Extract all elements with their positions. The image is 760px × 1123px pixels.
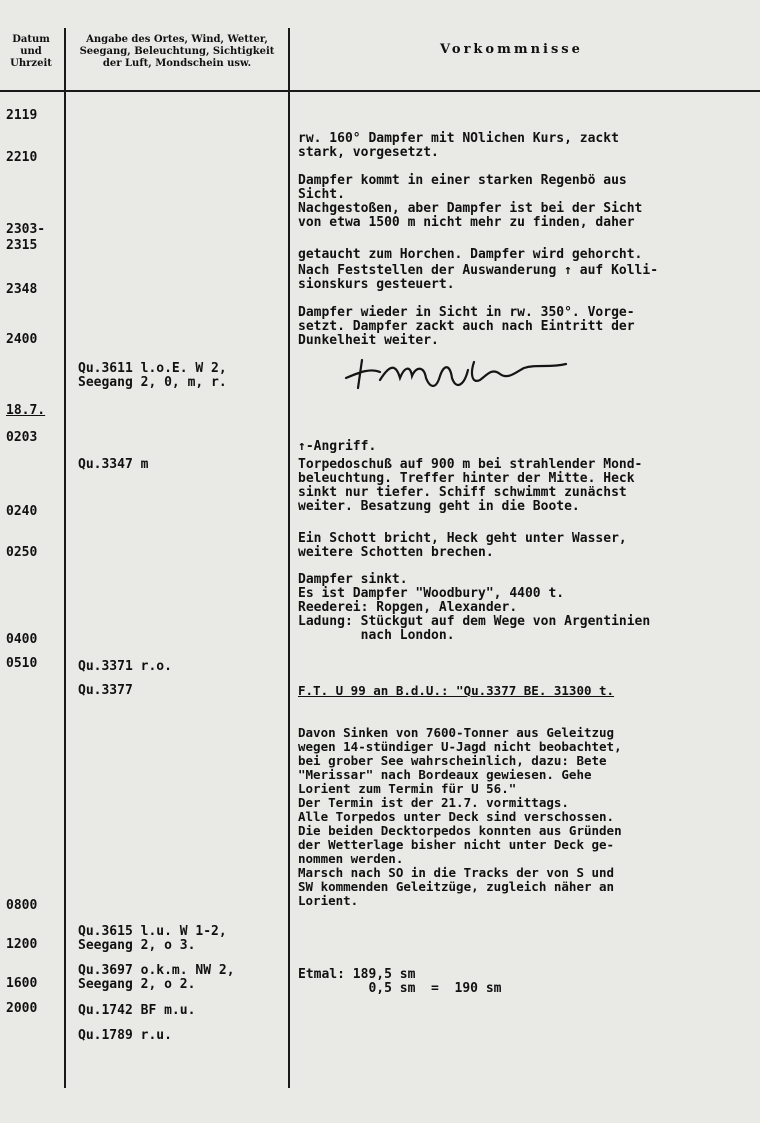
header-bottom-rule xyxy=(0,90,760,92)
place-1200: Qu.3697 o.k.m. NW 2, Seegang 2, o 2. xyxy=(78,963,235,992)
event-1200: Etmal: 189,5 sm 0,5 sm = 190 sm xyxy=(298,967,502,996)
place-column-rule xyxy=(288,28,290,1088)
place-0400: Qu.3371 r.o. xyxy=(78,659,172,674)
event-2210: Dampfer kommt in einer starken Regenbö aus Sicht. Nachgestoßen, aber Dampfer ist bei der Sicht von etwa 1500 m nicht mehr zu finden, daher xyxy=(298,173,643,230)
time-0800: 0800 xyxy=(6,898,38,913)
time-0510: 0510 xyxy=(6,656,38,671)
event-2303: getaucht zum Horchen. Dampfer wird gehorcht. xyxy=(298,247,643,262)
time-0250: 0250 xyxy=(6,545,38,560)
event-2348: Dampfer wieder in Sicht in rw. 350°. Vorge- setzt. Dampfer zackt auch nach Eintritt der Dunkelheit weiter. xyxy=(298,305,635,348)
time-0203: 0203 xyxy=(6,430,38,445)
time-2348: 2348 xyxy=(6,282,38,297)
event-18-7: ↑-Angriff. xyxy=(298,439,377,454)
time-1600: 1600 xyxy=(6,976,38,991)
header-place-weather: Angabe des Ortes, Wind, Wetter, Seegang, Beleuchtung, Sichtigkeit der Luft, Mondschein usw. xyxy=(79,34,275,69)
place-0203: Qu.3347 m xyxy=(78,457,149,472)
time-2303: 2303- xyxy=(6,222,46,237)
place-2000: Qu.1789 r.u. xyxy=(78,1028,172,1043)
time-2000: 2000 xyxy=(6,1001,38,1016)
event-2119: rw. 160° Dampfer mit NOlichen Kurs, zackt stark, vorgesetzt. xyxy=(298,131,619,160)
event-0510: F.T. U 99 an B.d.U.: "Qu.3377 BE. 31300 t. Davon Sinken von 7600-Tonner aus Geleitzug wegen 14-stündiger U-Jagd nicht beobachtet, bei grober See wahrscheinlich, dazu: Bete "Merissar" nach Bordeaux gewiesen. Gehe Lorient zum Termin für U 56." Der Termin ist der 21.7. vormittags. Alle Torpedos unter Deck sind verschossen. Die beiden Decktorpedos konnten aus Gründen der Wetterlage bisher nicht unter Deck ge- nommen werden. Marsch nach SO in die Tracks der von S und SW kommenden Geleitzüge, zugleich näher an Lorient. xyxy=(298,683,622,908)
time-1200: 1200 xyxy=(6,937,38,952)
commander-signature xyxy=(340,350,580,395)
place-1600: Qu.1742 BF m.u. xyxy=(78,1003,196,1018)
place-0800: Qu.3615 l.u. W 1-2, Seegang 2, o 3. xyxy=(78,924,227,953)
event-0240: Ein Schott bricht, Heck geht unter Wasser, weitere Schotten brechen. xyxy=(298,531,627,560)
event-2315: Nach Feststellen der Auswanderung ↑ auf Kolli- sionskurs gesteuert. xyxy=(298,263,659,292)
date-column-rule xyxy=(64,28,66,1088)
header-date-time: Datum und Uhrzeit xyxy=(10,34,52,69)
place-0510: Qu.3377 xyxy=(78,683,133,698)
date-18-7: 18.7. xyxy=(6,403,46,418)
time-2315: 2315 xyxy=(6,238,38,253)
place-2400: Qu.3611 l.o.E. W 2, Seegang 2, 0, m, r. xyxy=(78,361,227,390)
time-0400: 0400 xyxy=(6,632,38,647)
time-0240: 0240 xyxy=(6,504,38,519)
event-0203: Torpedoschuß auf 900 m bei strahlender Mond- beleuchtung. Treffer hinter der Mitte. Heck sinkt nur tiefer. Schiff schwimmt zunächst weiter. Besatzung geht in die Boote. xyxy=(298,457,643,514)
time-2210: 2210 xyxy=(6,150,38,165)
event-0250: Dampfer sinkt. Es ist Dampfer "Woodbury", 4400 t. Reederei: Ropgen, Alexander. Ladung: Stückgut auf dem Wege von Argentinien nach London. xyxy=(298,572,651,643)
header-events: Vorkommnisse xyxy=(440,42,583,57)
time-2400: 2400 xyxy=(6,332,38,347)
time-2119: 2119 xyxy=(6,108,38,123)
